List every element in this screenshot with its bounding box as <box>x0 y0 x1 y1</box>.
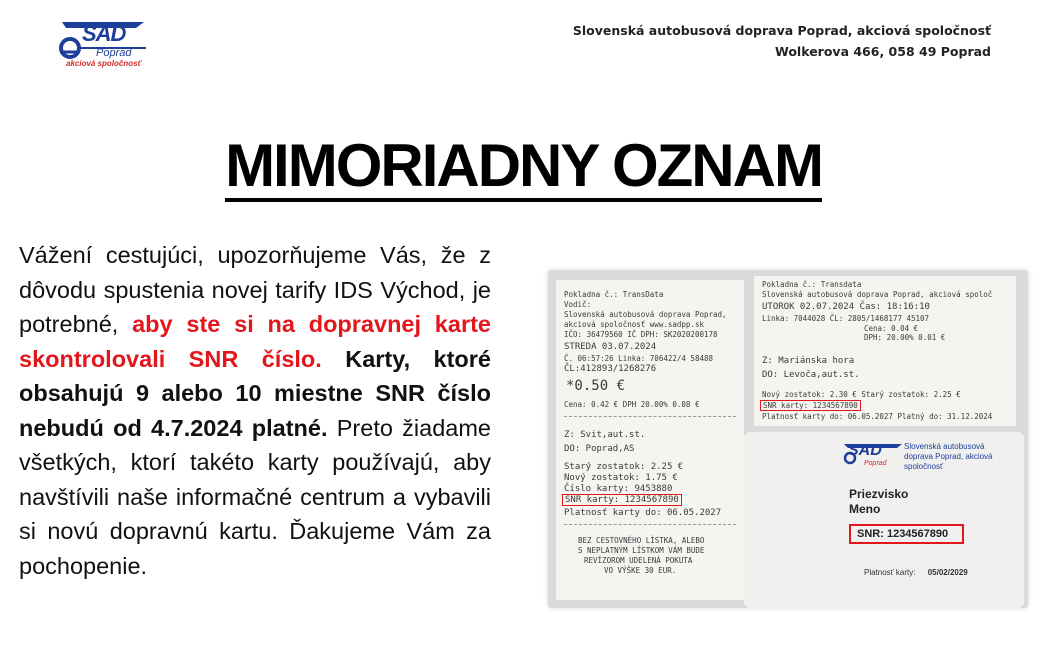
r1-line: STREDA 03.07.2024 <box>564 342 657 352</box>
r1-note: S NEPLATNÝM LÍSTKOM VÁM BUDE <box>578 546 705 555</box>
card-logo-text: SAD <box>848 442 882 459</box>
receipts-card-photo <box>548 270 1028 608</box>
card-valid-value: 05/02/2029 <box>927 568 968 577</box>
card-snr-value: 1234567890 <box>886 528 949 540</box>
card-snr-highlight <box>849 524 964 544</box>
body-part1: Vážení cestujúci, upozorňujeme Vás, že z dôvodu spustenia novej tarify IDS Východ, je potrebné, <box>19 242 491 337</box>
r1-separator <box>564 416 736 417</box>
r2-line: Cena: 0.04 € <box>864 324 919 333</box>
company-name: Slovenská autobusová doprava Poprad, akciová spoločnosť <box>572 23 991 38</box>
card-valid-label: Platnosť karty: <box>864 568 916 577</box>
card-logo-sub: Poprad <box>864 460 887 467</box>
r2-line: DPH: 20.00% 0.01 € <box>864 333 946 342</box>
r1-line: Č. 06:57:26 Linka: 706422/4 58488 <box>564 354 714 363</box>
r1-line: DO: Poprad,AS <box>564 444 635 454</box>
r1-line: akciová spoločnosť www.sadpp.sk <box>564 320 704 329</box>
r1-note: BEZ CESTOVNÉHO LÍSTKA, ALEBO <box>578 536 705 545</box>
notice-title: MIMORIADNY OZNAM <box>225 134 822 202</box>
r2-line: Slovenská autobusová doprava Poprad, akciová spoloč <box>762 290 993 299</box>
card-surname: Priezvisko <box>849 487 909 501</box>
card-company: Slovenská autobusová doprava Poprad, akciová spoločnosť <box>904 442 993 471</box>
r1-line: IČO: 36479560 IČ DPH: SK2020200178 <box>564 330 718 339</box>
r1-line: Číslo karty: 9453880 <box>564 484 673 494</box>
r1-line: Nový zostatok: 1.75 € <box>564 473 678 483</box>
logo-text: SAD <box>82 21 126 46</box>
card-snr-label: SNR: <box>857 528 884 540</box>
body-bold-warning: Karty, ktoré obsahujú 9 alebo 10 miestne SNR číslo nebudú od 4.7.2024 platné. <box>19 345 491 441</box>
company-info <box>573 20 991 62</box>
body-part2: Preto žiadame všetkých, ktorí takéto karty používajú, aby navštívili naše informačné centrum a vybavili si novú dopravnú kartu. Ďakujeme Vám za pochopenie. <box>19 414 491 579</box>
logo-city: Poprad <box>96 47 132 59</box>
r1-line: Z: Svit,aut.st. <box>564 430 646 440</box>
r1-note: VO VÝŠKE 30 EUR. <box>604 566 677 575</box>
receipt-right <box>754 276 1016 426</box>
r1-line: Cena: 0.42 € DPH 20.00% 0.08 € <box>564 400 700 409</box>
r1-line: Platnosť karty do: 06.05.2027 <box>564 508 722 518</box>
receipt-left <box>556 280 744 600</box>
r1-note: REVÍZOROM UDELENÁ POKUTA <box>584 556 693 565</box>
r1-line: Slovenská autobusová doprava Poprad, <box>564 310 727 319</box>
r2-snr-highlight: SNR karty: 1234567890 <box>760 400 861 411</box>
logo-company-type: akciová spoločnosť <box>66 59 142 68</box>
r1-line: Starý zostatok: 2.25 € <box>564 462 684 472</box>
r1-separator <box>564 524 736 525</box>
r1-line: Vodič: <box>564 300 592 309</box>
r2-line: DO: Levoča,aut.st. <box>762 370 860 380</box>
card-validity <box>864 568 968 577</box>
r2-line: Linka: 7044028 ČL: 2805/1468177 45107 <box>762 314 930 323</box>
notice-title-wrap <box>0 134 1047 202</box>
notice-body <box>19 238 491 583</box>
r1-line: ČL:412893/1268276 <box>564 364 657 374</box>
body-red-highlight: aby ste si na dopravnej karte skontrolovali SNR číslo. <box>19 311 491 372</box>
r1-snr-highlight: SNR karty: 1234567890 <box>562 494 682 506</box>
r2-line: Nový zostatok: 2.30 € Starý zostatok: 2.25 € <box>762 390 961 399</box>
r2-line: Z: Mariánska hora <box>762 356 855 366</box>
card-first-name: Meno <box>849 502 881 516</box>
r1-price: *0.50 € <box>566 378 626 394</box>
company-address: Wolkerova 466, 058 49 Poprad <box>775 44 991 59</box>
r2-line: Platnosť karty do: 06.05.2027 Platný do: 31.12.2024 <box>762 412 993 421</box>
r2-line: UTOROK 02.07.2024 Čas: 18:16:10 <box>762 302 930 312</box>
card-holder <box>849 487 908 517</box>
transport-card <box>744 432 1024 608</box>
r1-line: Pokladna č.: TransData <box>564 290 664 299</box>
r2-line: Pokladna č.: Transdata <box>762 280 862 289</box>
